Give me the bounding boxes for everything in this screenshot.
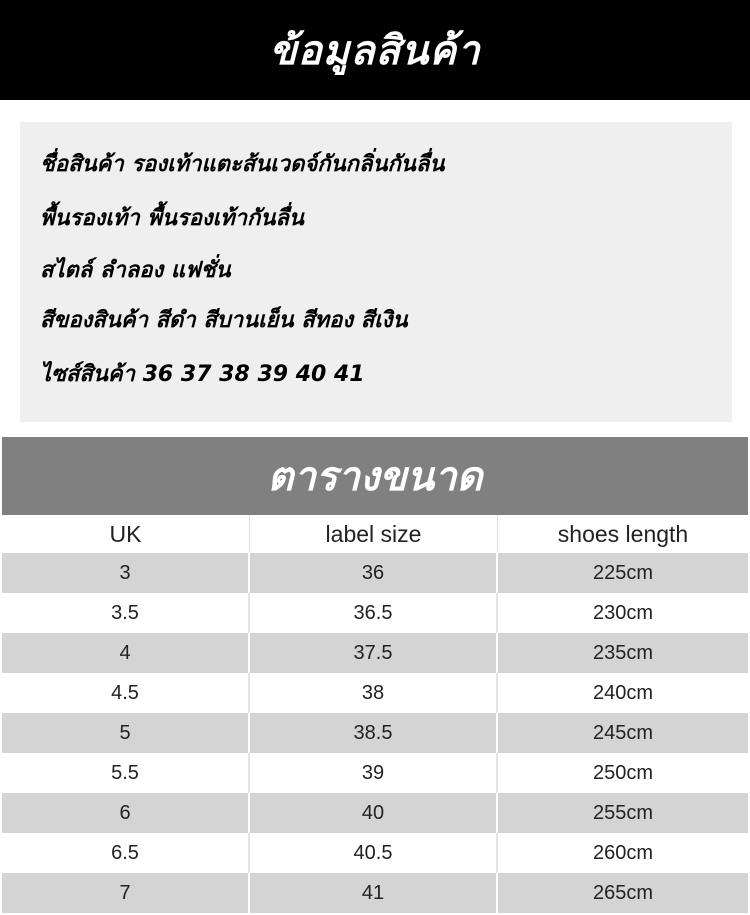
uk-cell: 5	[2, 713, 250, 753]
column-header-shoes-length: shoes length	[498, 515, 748, 553]
shoes-length-cell: 255cm	[498, 793, 748, 833]
size-table-header-row	[2, 515, 748, 553]
product-info-box	[20, 122, 732, 422]
product-name-line: ชื่อสินค้า รองเท้าแตะส้นเวดจ์กันกลิ่นกันลื่น	[40, 152, 445, 177]
product-info-header	[0, 0, 750, 100]
label-size-cell: 38.5	[250, 713, 498, 753]
uk-cell: 5.5	[2, 753, 250, 793]
shoes-length-cell: 250cm	[498, 753, 748, 793]
uk-cell: 3.5	[2, 593, 250, 633]
colors-line: สีของสินค้า สีดำ สีบานเย็น สีทอง สีเงิน	[40, 308, 408, 333]
table-row	[2, 673, 748, 713]
size-chart-section	[2, 437, 748, 915]
sole-line: พื้นรองเท้า พื้นรองเท้ากันลื่น	[40, 206, 304, 231]
column-header-label-size: label size	[250, 515, 498, 553]
table-row	[2, 553, 748, 593]
size-table	[2, 515, 748, 913]
uk-cell: 6.5	[2, 833, 250, 873]
shoes-length-cell: 245cm	[498, 713, 748, 753]
shoes-length-cell: 225cm	[498, 553, 748, 593]
table-row	[2, 753, 748, 793]
label-size-cell: 36	[250, 553, 498, 593]
style-line: สไตล์ ลำลอง แฟชั่น	[40, 258, 231, 283]
size-chart-title: ตารางขนาด	[267, 454, 483, 500]
product-info-title: ข้อมูลสินค้า	[269, 28, 481, 74]
label-size-cell: 36.5	[250, 593, 498, 633]
uk-cell: 7	[2, 873, 250, 913]
uk-cell: 4	[2, 633, 250, 673]
table-row	[2, 873, 748, 913]
size-chart-header	[2, 437, 748, 515]
table-row	[2, 793, 748, 833]
label-size-cell: 40.5	[250, 833, 498, 873]
uk-cell: 6	[2, 793, 250, 833]
uk-cell: 3	[2, 553, 250, 593]
sizes-line: ไซส์สินค้า 36 37 38 39 40 41	[40, 362, 365, 387]
table-row	[2, 833, 748, 873]
uk-cell: 4.5	[2, 673, 250, 713]
shoes-length-cell: 240cm	[498, 673, 748, 713]
label-size-cell: 39	[250, 753, 498, 793]
table-row	[2, 633, 748, 673]
shoes-length-cell: 230cm	[498, 593, 748, 633]
table-row	[2, 713, 748, 753]
shoes-length-cell: 265cm	[498, 873, 748, 913]
table-row	[2, 593, 748, 633]
label-size-cell: 40	[250, 793, 498, 833]
label-size-cell: 38	[250, 673, 498, 713]
shoes-length-cell: 235cm	[498, 633, 748, 673]
column-header-uk: UK	[2, 515, 250, 553]
shoes-length-cell: 260cm	[498, 833, 748, 873]
size-table-body	[2, 553, 748, 913]
label-size-cell: 41	[250, 873, 498, 913]
label-size-cell: 37.5	[250, 633, 498, 673]
